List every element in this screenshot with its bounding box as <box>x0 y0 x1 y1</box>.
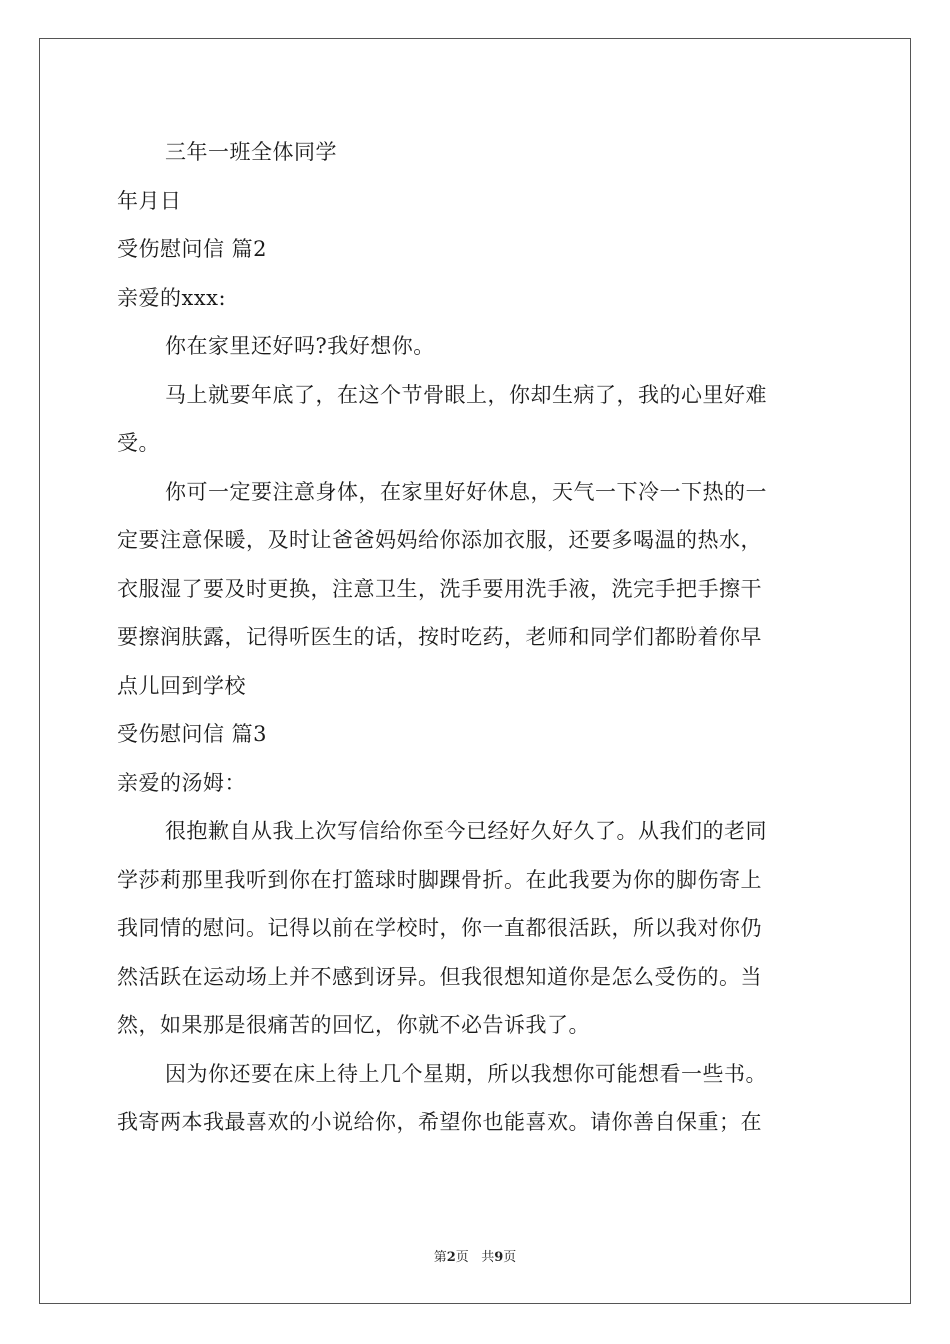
paragraph-greeting: 你在家里还好吗?我好想你。 <box>165 334 435 358</box>
salutation-2: 亲爱的xxx: <box>117 285 227 310</box>
section-heading-3: 受伤慰问信 篇3 <box>117 722 268 746</box>
text-line: 因为你还要在床上待上几个星期，所以我想你可能想看一些书。 <box>165 1061 767 1086</box>
paragraph-2 <box>117 468 835 711</box>
text-line: 受。 <box>117 431 160 455</box>
paragraph-1 <box>117 371 835 468</box>
text-line: 学莎莉那里我听到你在打篮球时脚踝骨折。在此我要为你的脚伤寄上 <box>117 867 762 892</box>
page-footer <box>0 1246 950 1265</box>
text-line: 然，如果那是很痛苦的回忆，你就不必告诉我了。 <box>117 1013 590 1037</box>
total-prefix: 共 <box>481 1250 495 1265</box>
text-line: 我同情的慰问。记得以前在学校时，你一直都很活跃，所以我对你仍 <box>117 916 762 940</box>
page-prefix: 第 <box>433 1250 447 1265</box>
text-line: 我寄两本我最喜欢的小说给你，希望你也能喜欢。请你善自保重；在 <box>117 1110 762 1134</box>
text-line: 点儿回到学校 <box>117 673 246 698</box>
page-number: 2 <box>446 1250 456 1265</box>
page-suffix: 页 <box>455 1250 469 1265</box>
date-line: 年月日 <box>117 188 182 213</box>
text-line: 要擦润肤露，记得听医生的话，按时吃药，老师和同学们都盼着你早 <box>117 625 762 649</box>
text-line: 很抱歉自从我上次写信给你至今已经好久好久了。从我们的老同 <box>165 819 767 843</box>
signature-line: 三年一班全体同学 <box>165 140 337 164</box>
text-line: 你可一定要注意身体，在家里好好休息，天气一下冷一下热的一 <box>165 479 767 504</box>
total-suffix: 页 <box>503 1250 517 1265</box>
text-line: 然活跃在运动场上并不感到讶异。但我很想知道你是怎么受伤的。当 <box>117 964 762 989</box>
section-heading-2: 受伤慰问信 篇2 <box>117 237 268 261</box>
text-line: 定要注意保暖，及时让爸爸妈妈给你添加衣服，还要多喝温的热水， <box>117 528 762 552</box>
text-line: 马上就要年底了，在这个节骨眼上，你却生病了，我的心里好难 <box>165 382 767 407</box>
paragraph-3 <box>117 807 835 1050</box>
total-pages: 9 <box>494 1250 504 1265</box>
text-line: 衣服湿了要及时更换，注意卫生，洗手要用洗手液，洗完手把手擦干 <box>117 576 762 601</box>
salutation-3: 亲爱的汤姆： <box>117 770 246 795</box>
document-body <box>117 128 835 1147</box>
paragraph-4 <box>117 1050 835 1147</box>
